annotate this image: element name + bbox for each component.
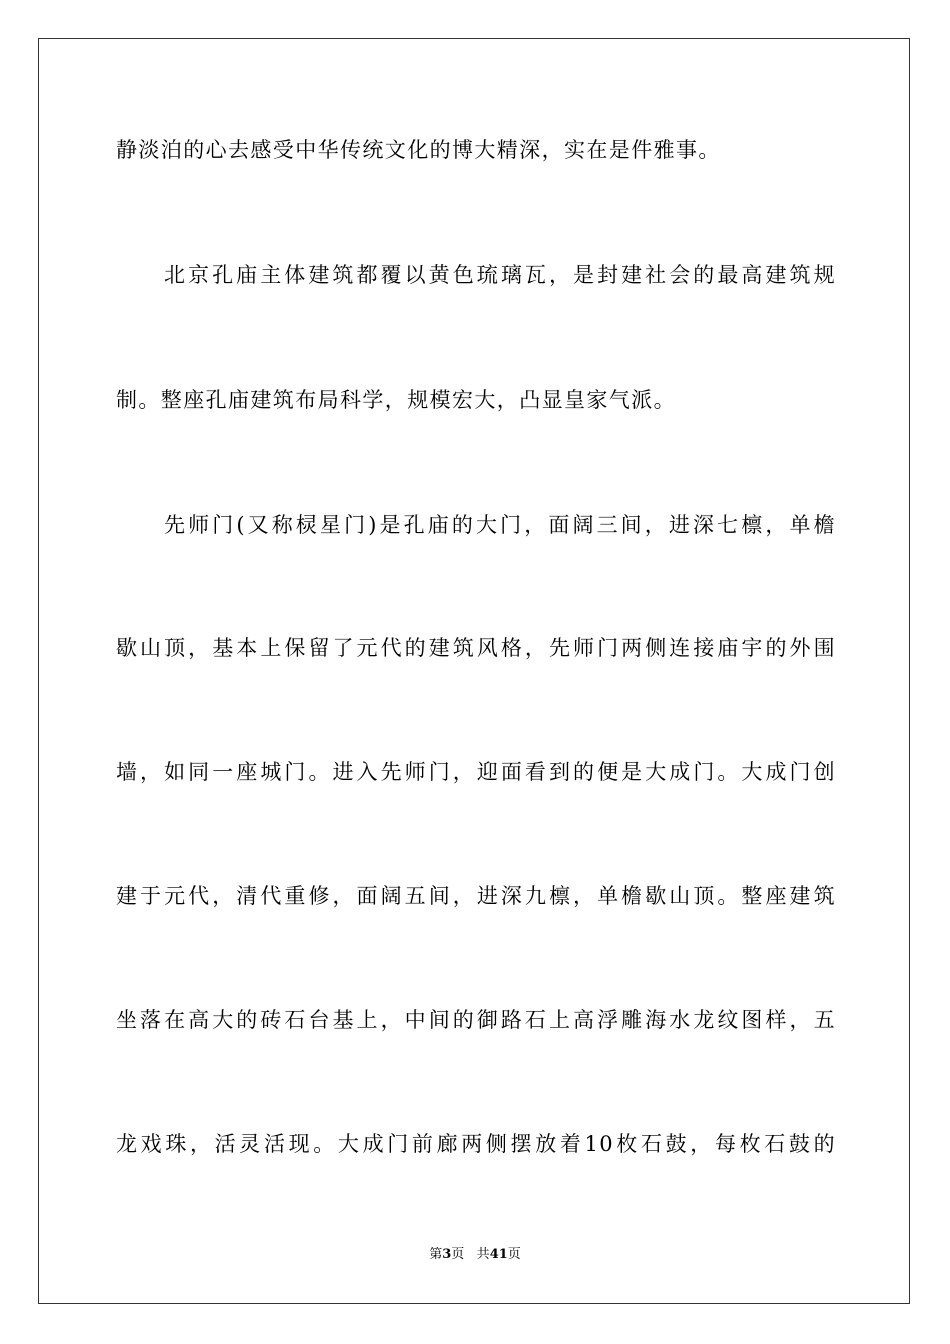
total-prefix: 共 xyxy=(476,1247,490,1262)
paragraph-line: 坐落在高大的砖石台基上，中间的御路石上高浮雕海水龙纹图样，五 xyxy=(116,1008,836,1032)
page-footer xyxy=(0,1246,950,1264)
total-suffix: 页 xyxy=(507,1247,521,1262)
page-border xyxy=(38,38,910,1304)
page-number: 3 xyxy=(442,1247,452,1262)
total-pages: 41 xyxy=(489,1247,508,1262)
page-suffix: 页 xyxy=(451,1247,465,1262)
paragraph-line: 北京孔庙主体建筑都覆以黄色琉璃瓦，是封建社会的最高建筑规 xyxy=(164,263,836,287)
paragraph-line: 建于元代，清代重修，面阔五间，进深九檩，单檐歇山顶。整座建筑 xyxy=(116,884,836,908)
paragraph-line: 墙，如同一座城门。进入先师门，迎面看到的便是大成门。大成门创 xyxy=(116,760,836,784)
paragraph-line: 歇山顶，基本上保留了元代的建筑风格，先师门两侧连接庙宇的外围 xyxy=(116,636,836,660)
paragraph-line: 先师门(又称棂星门)是孔庙的大门，面阔三间，进深七檩，单檐 xyxy=(164,513,836,537)
paragraph-line: 制。整座孔庙建筑布局科学，规模宏大，凸显皇家气派。 xyxy=(116,388,676,412)
paragraph-line: 龙戏珠，活灵活现。大成门前廊两侧摆放着10枚石鼓，每枚石鼓的 xyxy=(116,1132,836,1156)
page-prefix: 第 xyxy=(429,1247,443,1262)
paragraph-line: 静淡泊的心去感受中华传统文化的博大精深，实在是件雅事。 xyxy=(116,138,721,162)
